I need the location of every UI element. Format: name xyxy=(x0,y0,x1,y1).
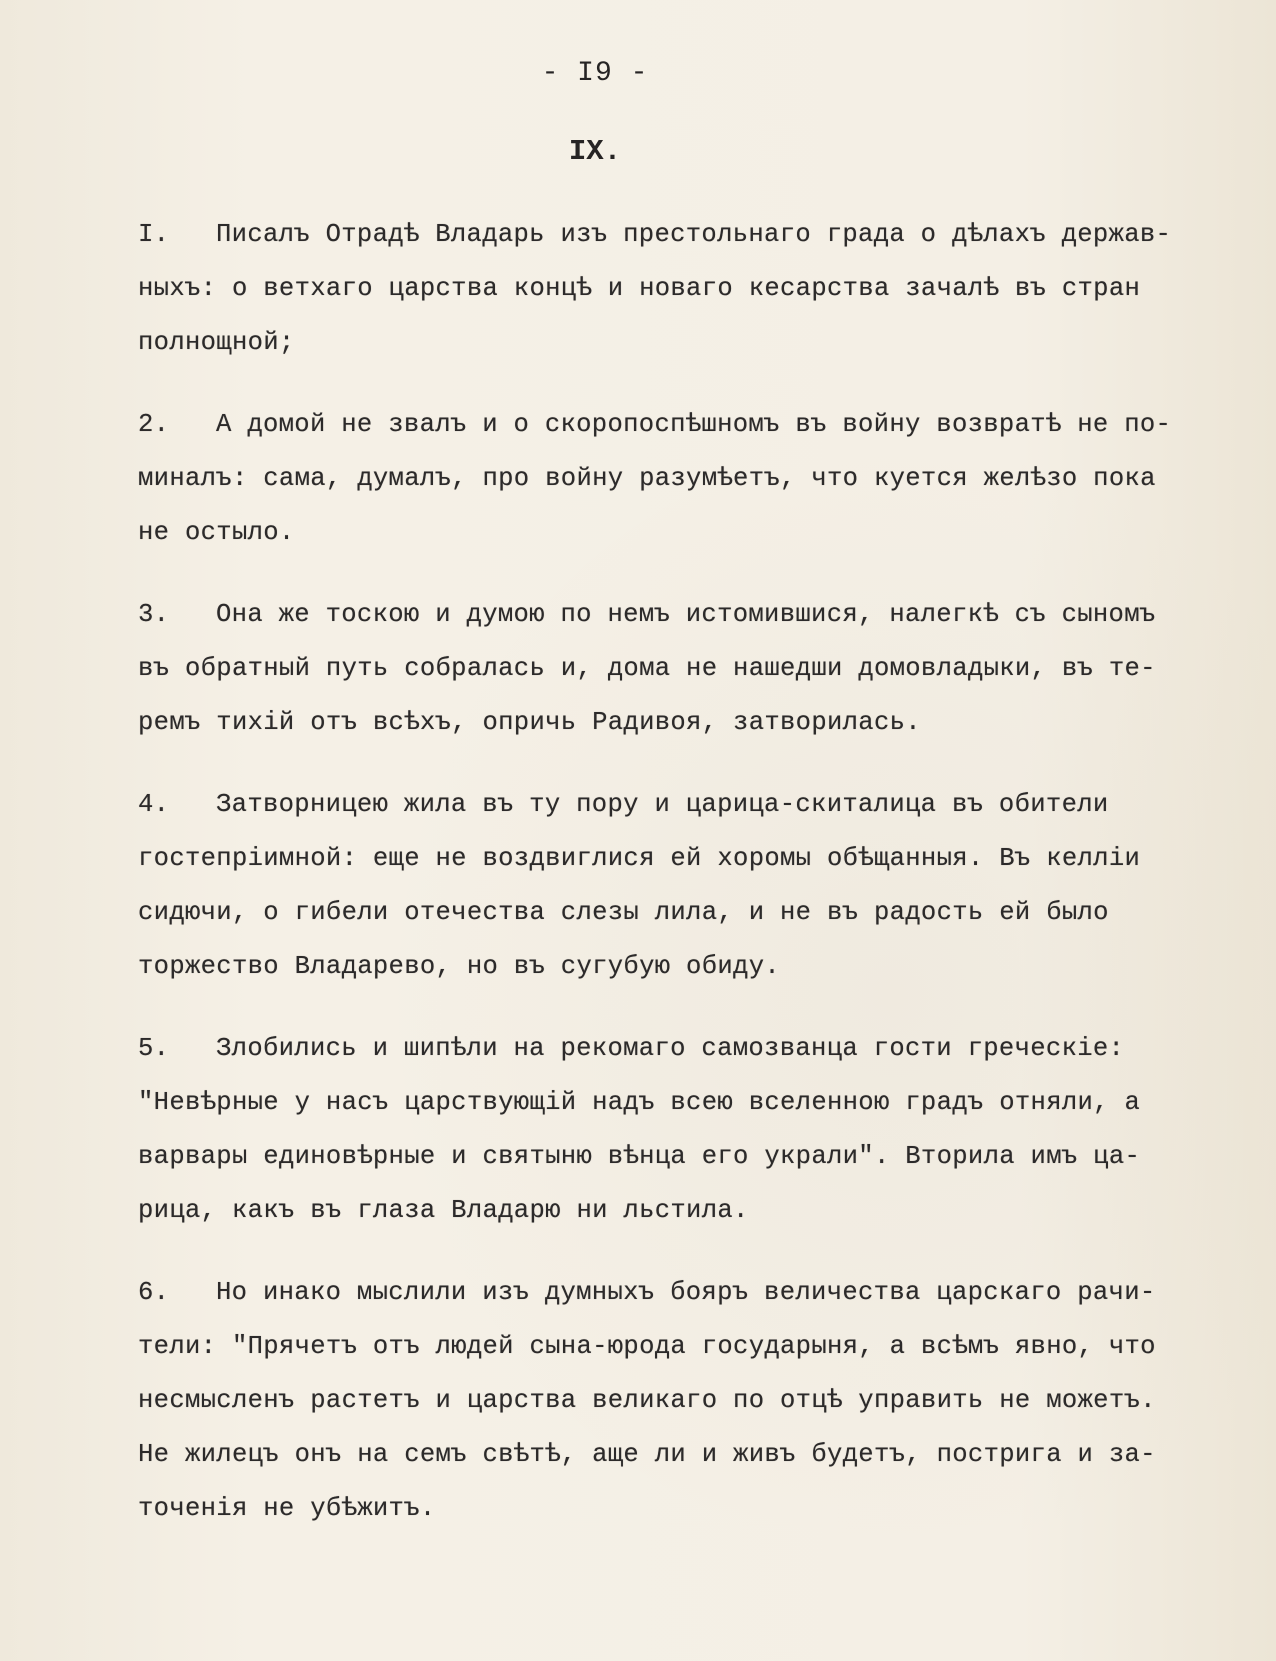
verse-line: въ обратный путь собралась и, дома не нашедши домовладыки, въ те- xyxy=(138,654,1156,683)
verse xyxy=(138,398,1238,560)
verse-line: Не жилецъ онъ на семъ свѣтѣ, аще ли и живъ будетъ, пострига и за- xyxy=(138,1440,1156,1469)
verse xyxy=(138,778,1238,994)
verse-line: полнощной; xyxy=(138,328,295,357)
verse xyxy=(138,208,1238,370)
verse-number: 6. xyxy=(138,1278,170,1307)
verse-number: I. xyxy=(138,220,170,249)
verse-line: ныхъ: о ветхаго царства концѣ и новаго кесарства зачалѣ въ стран xyxy=(138,274,1141,303)
verse-line: торжество Владарево, но въ сугубую обиду. xyxy=(138,952,781,981)
verse-number: 4. xyxy=(138,790,170,819)
verse-line: Злобились и шипѣли на рекомаго самозванца гости греческіе: xyxy=(216,1034,1125,1063)
verse-line: сидючи, о гибели отечества слезы лила, и не въ радость ей было xyxy=(138,898,1109,927)
verse-line: не остыло. xyxy=(138,518,295,547)
verse xyxy=(138,588,1238,750)
verse-line: точенія не убѣжитъ. xyxy=(138,1494,436,1523)
verse-line: гостепріимной: еще не воздвиглися ей хоромы обѣщанныя. Въ келліи xyxy=(138,844,1141,873)
verse-line: Но инако мыслили изъ думныхъ бояръ величества царскаго рачи- xyxy=(216,1278,1156,1307)
verse-line: Она же тоскою и думою по немъ истомившися, налегкѣ съ сыномъ xyxy=(216,600,1156,629)
verse-line: ремъ тихій отъ всѣхъ, опричь Радивоя, затворилась. xyxy=(138,708,921,737)
verse-line: "Невѣрные у насъ царствующій надъ всею вселенною градъ отняли, а xyxy=(138,1088,1141,1117)
verse-line: А домой не звалъ и о скоропоспѣшномъ въ войну возвратѣ не по- xyxy=(216,410,1172,439)
verse-line: тели: "Прячетъ отъ людей сына-юрода государыня, а всѣмъ явно, что xyxy=(138,1332,1156,1361)
verse-line: рица, какъ въ глаза Владарю ни льстила. xyxy=(138,1196,749,1225)
chapter-heading: IX. xyxy=(568,135,622,168)
verse-line: несмысленъ растетъ и царства великаго по отцѣ управить не можетъ. xyxy=(138,1386,1156,1415)
verse xyxy=(138,1266,1238,1536)
verse-number: 5. xyxy=(138,1034,170,1063)
verse-line: Писалъ Отрадѣ Владарь изъ престольнаго града о дѣлахъ держав- xyxy=(216,220,1172,249)
verse-line: Затворницею жила въ ту пору и царица-скиталица въ обители xyxy=(216,790,1109,819)
verse-line: миналъ: сама, думалъ, про войну разумѣетъ, что куется желѣзо пока xyxy=(138,464,1156,493)
verse-list xyxy=(138,208,1238,1564)
page-number: - I9 - xyxy=(541,58,649,89)
verse-line: варвары единовѣрные и святыню вѣнца его украли". Вторила имъ ца- xyxy=(138,1142,1141,1171)
verse-number: 3. xyxy=(138,600,170,629)
verse-number: 2. xyxy=(138,410,170,439)
verse xyxy=(138,1022,1238,1238)
